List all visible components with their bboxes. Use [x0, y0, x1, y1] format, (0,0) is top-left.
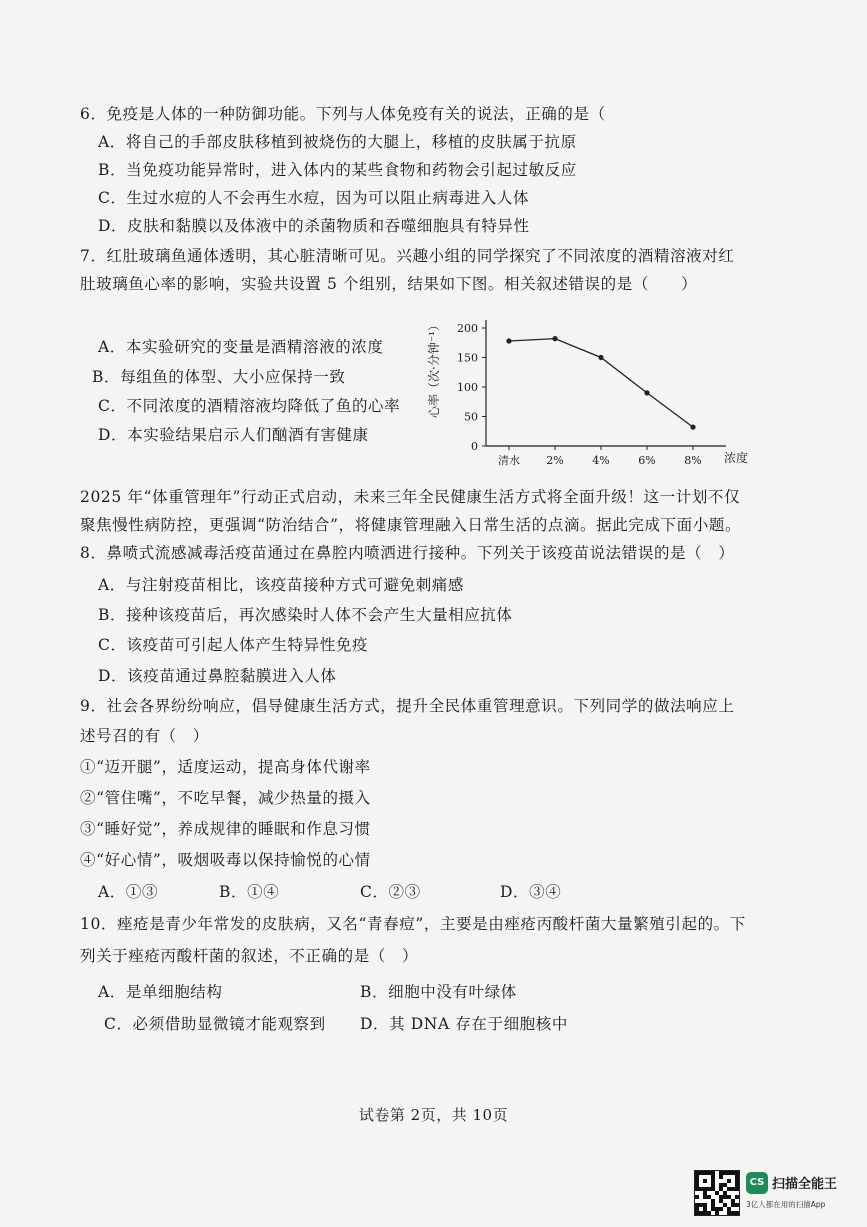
- q8-option-a: A．与注射疫苗相比，该疫苗接种方式可避免刺痛感: [98, 576, 464, 594]
- chart-x-tick-label: 2%: [546, 454, 564, 467]
- qr-module: [727, 1179, 731, 1183]
- q9-stem-line1: 9．社会各界纷纷响应，倡导健康生活方式，提升全民体重管理意识。下列同学的做法响应上: [80, 697, 735, 715]
- q10-option-a: A．是单细胞结构: [98, 983, 223, 1001]
- chart-y-tick-label: 200: [457, 322, 478, 335]
- q9-option-b: B．①④: [219, 883, 280, 901]
- chart-series-line: [509, 339, 693, 428]
- intro-line1: 2025 年“体重管理年”行动正式启动，未来三年全民健康生活方式将全面升级！这一计划不仅: [80, 488, 741, 506]
- q10-stem-line1: 10．痤疮是青少年常发的皮肤病，又名“青春痘”，主要是由痤疮丙酸杆菌大量繁殖引起的。下: [80, 915, 746, 933]
- q6-option-b: B．当免疫功能异常时，进入体内的某些食物和药物会引起过敏反应: [98, 161, 577, 179]
- qr-module: [715, 1211, 719, 1215]
- chart-data-point: [598, 355, 603, 360]
- qr-module: [695, 1195, 699, 1199]
- intro-line2: 聚焦慢性病防控，更强调“防治结合”，将健康管理融入日常生活的点滴。据此完成下面小题。: [80, 516, 742, 534]
- chart-x-tick-label: 6%: [638, 454, 656, 467]
- qr-module: [735, 1203, 739, 1207]
- q7-option-b: B．每组鱼的体型、大小应保持一致: [92, 368, 346, 386]
- qr-module: [707, 1211, 711, 1215]
- qr-module: [735, 1211, 739, 1215]
- q10-option-b: B．细胞中没有叶绿体: [360, 983, 517, 1001]
- q9-options-row: [98, 881, 698, 905]
- qr-module: [719, 1207, 723, 1211]
- q8-option-c: C．该疫苗可引起人体产生特异性免疫: [98, 636, 369, 654]
- scanner-app-name: 扫描全能王: [772, 1177, 838, 1192]
- chart-y-axis-label: 心率（次·分钟⁻¹）: [427, 319, 441, 418]
- chart-data-point: [690, 425, 695, 430]
- q6-option-d: D．皮肤和黏膜以及体液中的杀菌物质和吞噬细胞具有特异性: [98, 217, 530, 235]
- chart-data-point: [552, 336, 557, 341]
- chart-data-point: [644, 390, 649, 395]
- q6-option-a: A．将自己的手部皮肤移植到被烧伤的大腿上，移植的皮肤属于抗原: [98, 133, 577, 151]
- scanner-logo-icon: CS: [746, 1172, 768, 1194]
- qr-module: [719, 1175, 723, 1179]
- page-number: 试卷第 2页，共 10页: [358, 1106, 509, 1124]
- q6-option-c: C．生过水痘的人不会再生水痘，因为可以阻止病毒进入人体: [98, 189, 530, 207]
- q9-option-c: C．②③: [360, 883, 421, 901]
- q6-stem: 6．免疫是人体的一种防御功能。下列与人体免疫有关的说法，正确的是（: [80, 105, 606, 123]
- q9-option-d: D．③④: [500, 883, 562, 901]
- qr-code-icon: [694, 1170, 740, 1216]
- qr-module: [735, 1187, 739, 1191]
- q10-options-row2: [98, 1013, 658, 1037]
- chart-axes: [486, 320, 726, 446]
- heart-rate-chart: [418, 300, 758, 472]
- scanner-watermark: [746, 1172, 861, 1216]
- q10-options-row1: [98, 981, 658, 1005]
- chart-y-tick-label: 100: [457, 381, 478, 394]
- chart-x-tick-label: 清水: [498, 454, 520, 467]
- chart-x-axis-label: 浓度: [724, 451, 749, 465]
- qr-module: [703, 1179, 707, 1183]
- scanner-tagline: 3亿人都在用的扫描App: [746, 1200, 826, 1209]
- q10-option-c: C．必须借助显微镜才能观察到: [104, 1015, 326, 1033]
- chart-y-tick-label: 50: [464, 410, 478, 424]
- chart-data-point: [506, 338, 511, 343]
- q7-option-d: D．本实验结果启示人们酗酒有害健康: [98, 426, 369, 444]
- chart-y-tick-label: 150: [457, 351, 478, 365]
- chart-series: [506, 336, 695, 430]
- q7-stem-line2: 肚玻璃鱼心率的影响，实验共设置 5 个组别，结果如下图。相关叙述错误的是（ ）: [80, 275, 698, 293]
- q9-option-a: A．①③: [98, 883, 159, 901]
- q7-option-a: A．本实验研究的变量是酒精溶液的浓度: [98, 338, 384, 356]
- chart-ticks: [457, 322, 702, 467]
- qr-module: [735, 1195, 739, 1199]
- q9-item-1: ①“迈开腿”，适度运动，提高身体代谢率: [80, 758, 371, 776]
- q8-option-d: D．该疫苗通过鼻腔黏膜进入人体: [98, 667, 337, 685]
- q7-stem-line1: 7．红肚玻璃鱼通体透明，其心脏清晰可见。兴趣小组的同学探究了不同浓度的酒精溶液对红: [80, 247, 735, 265]
- q10-option-d: D．其 DNA 存在于细胞核中: [360, 1015, 568, 1033]
- chart-x-tick-label: 8%: [684, 454, 702, 467]
- q8-stem: 8．鼻喷式流感减毒活疫苗通过在鼻腔内喷洒进行接种。下列关于该疫苗说法错误的是（ ）: [80, 544, 735, 562]
- q9-item-4: ④“好心情”，吸烟吸毒以保持愉悦的心情: [80, 851, 371, 869]
- q8-option-b: B．接种该疫苗后，再次感染时人体不会产生大量相应抗体: [98, 606, 513, 624]
- chart-y-tick-label: 0: [471, 440, 478, 453]
- q9-item-2: ②“管住嘴”，不吃早餐，减少热量的摄入: [80, 789, 371, 807]
- q9-stem-line2: 述号召的有（ ）: [80, 727, 209, 745]
- q10-stem-line2: 列关于痤疮丙酸杆菌的叙述，不正确的是（ ）: [80, 947, 419, 965]
- q9-item-3: ③“睡好觉”，养成规律的睡眠和作息习惯: [80, 820, 371, 838]
- chart-x-tick-label: 4%: [592, 454, 610, 467]
- q7-option-c: C．不同浓度的酒精溶液均降低了鱼的心率: [98, 397, 401, 415]
